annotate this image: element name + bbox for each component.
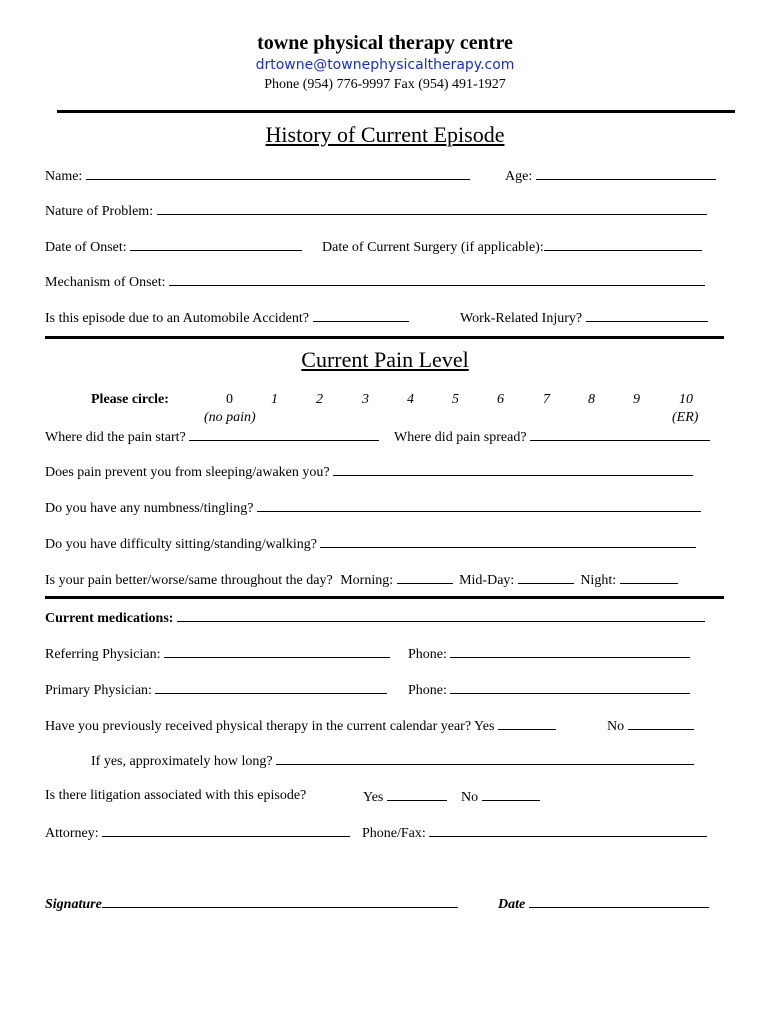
phonefax-label: Phone/Fax: [362, 826, 426, 841]
pt-yes-label: Yes [474, 719, 495, 734]
onset-label: Date of Onset: [45, 240, 127, 255]
attorney-field[interactable] [102, 825, 350, 837]
onset-row [45, 239, 302, 255]
age-label: Age: [505, 169, 533, 184]
please-circle-label: Please circle: [91, 392, 169, 407]
pain-7[interactable]: 7 [543, 392, 550, 407]
pain-2[interactable]: 2 [316, 392, 323, 407]
pt-no-row [607, 718, 694, 734]
howlong-row [91, 753, 694, 769]
pain-8[interactable]: 8 [588, 392, 595, 407]
litigation-no-field[interactable] [482, 789, 540, 801]
primary-phone-field[interactable] [450, 682, 690, 694]
referring-phone-label: Phone: [408, 647, 447, 662]
referring-label: Referring Physician: [45, 647, 161, 662]
meds-label: Current medications: [45, 611, 174, 626]
midday-field[interactable] [518, 572, 574, 584]
pain-6[interactable]: 6 [497, 392, 504, 407]
referring-phone-row [408, 646, 690, 662]
night-field[interactable] [620, 572, 678, 584]
section-divider-1 [45, 336, 724, 339]
signature-label: Signature [45, 897, 102, 912]
pain-9[interactable]: 9 [633, 392, 640, 407]
litigation-row [45, 789, 306, 803]
litigation-yes-row [363, 789, 447, 805]
primary-phone-label: Phone: [408, 683, 447, 698]
mechanism-label: Mechanism of Onset: [45, 275, 166, 290]
pt-yes-field[interactable] [498, 718, 556, 730]
age-field[interactable] [536, 168, 716, 180]
mechanism-field[interactable] [169, 274, 705, 286]
sleep-label: Does pain prevent you from sleeping/awaken you? [45, 465, 330, 480]
section-title-history: History of Current Episode [265, 122, 505, 147]
howlong-field[interactable] [276, 753, 694, 765]
litigation-yes-label: Yes [363, 790, 384, 805]
surgery-row [322, 239, 702, 255]
auto-row [45, 310, 409, 326]
phonefax-row [362, 825, 707, 841]
meds-row [45, 610, 705, 626]
sleep-field[interactable] [333, 464, 693, 476]
morning-label: Morning: [340, 573, 394, 588]
start-row [45, 429, 379, 445]
date-field[interactable] [529, 896, 709, 908]
pain-10[interactable]: 10 [679, 392, 693, 407]
er-caption: (ER) [672, 410, 699, 425]
referring-phone-field[interactable] [450, 646, 690, 658]
pt-label: Have you previously received physical therapy in the current calendar year? [45, 719, 472, 734]
start-field[interactable] [189, 429, 379, 441]
surgery-field[interactable] [544, 239, 702, 251]
email-link-wrapper [0, 58, 770, 72]
litigation-label: Is there litigation associated with this episode? [45, 788, 307, 803]
signature-field[interactable] [102, 896, 458, 908]
signature-row [45, 896, 458, 912]
difficulty-label: Do you have difficulty sitting/standing/walking? [45, 537, 317, 552]
phonefax-field[interactable] [429, 825, 707, 837]
numb-row [45, 500, 701, 516]
primary-field[interactable] [155, 682, 387, 694]
onset-field[interactable] [130, 239, 302, 251]
work-field[interactable] [586, 310, 708, 322]
primary-phone-row [408, 682, 690, 698]
start-label: Where did the pain start? [45, 430, 186, 445]
section-title-pain: Current Pain Level [301, 347, 469, 372]
pt-row [45, 718, 556, 734]
spread-row [394, 429, 710, 445]
nature-row [45, 203, 707, 219]
litigation-no-label: No [461, 790, 479, 805]
difficulty-row [45, 536, 696, 552]
attorney-label: Attorney: [45, 826, 99, 841]
night-label: Night: [580, 573, 617, 588]
better-row [45, 572, 678, 588]
meds-field[interactable] [177, 610, 705, 622]
header-divider [57, 110, 735, 113]
surgery-label: Date of Current Surgery (if applicable): [322, 240, 544, 255]
age-row [505, 168, 716, 184]
pt-no-label: No [607, 719, 625, 734]
howlong-label: If yes, approximately how long? [91, 754, 273, 769]
mechanism-row [45, 274, 705, 290]
auto-label: Is this episode due to an Automobile Accident? [45, 311, 310, 326]
pain-4[interactable]: 4 [407, 392, 414, 407]
referring-field[interactable] [164, 646, 390, 658]
section-divider-2 [45, 596, 724, 599]
spread-field[interactable] [530, 429, 710, 441]
auto-field[interactable] [313, 310, 409, 322]
difficulty-field[interactable] [320, 536, 696, 548]
no-pain-caption: (no pain) [204, 410, 256, 425]
work-row [460, 310, 708, 326]
nature-field[interactable] [157, 203, 707, 215]
name-label: Name: [45, 169, 83, 184]
primary-row [45, 682, 387, 698]
attorney-row [45, 825, 350, 841]
primary-label: Primary Physician: [45, 683, 152, 698]
contact-line: Phone (954) 776-9997 Fax (954) 491-1927 [264, 77, 506, 92]
pt-no-field[interactable] [628, 718, 694, 730]
better-label: Is your pain better/worse/same throughout the day? [45, 573, 333, 588]
referring-row [45, 646, 390, 662]
pain-0[interactable]: 0 [226, 392, 233, 407]
litigation-no-row [461, 789, 540, 805]
litigation-yes-field[interactable] [387, 789, 447, 801]
date-row [498, 896, 709, 912]
spread-label: Where did pain spread? [394, 430, 527, 445]
numb-field[interactable] [257, 500, 701, 512]
date-label: Date [498, 897, 526, 912]
numb-label: Do you have any numbness/tingling? [45, 501, 254, 516]
pain-1[interactable]: 1 [271, 392, 278, 407]
email-link[interactable]: drtowne@townephysicaltherapy.com [255, 57, 515, 73]
name-field[interactable] [86, 168, 470, 180]
work-label: Work-Related Injury? [460, 311, 583, 326]
pain-3[interactable]: 3 [362, 392, 369, 407]
sleep-row [45, 464, 693, 480]
name-row [45, 168, 470, 184]
morning-field[interactable] [397, 572, 453, 584]
midday-label: Mid-Day: [459, 573, 515, 588]
nature-label: Nature of Problem: [45, 204, 154, 219]
company-name: towne physical therapy centre [257, 32, 513, 54]
pain-5[interactable]: 5 [452, 392, 459, 407]
